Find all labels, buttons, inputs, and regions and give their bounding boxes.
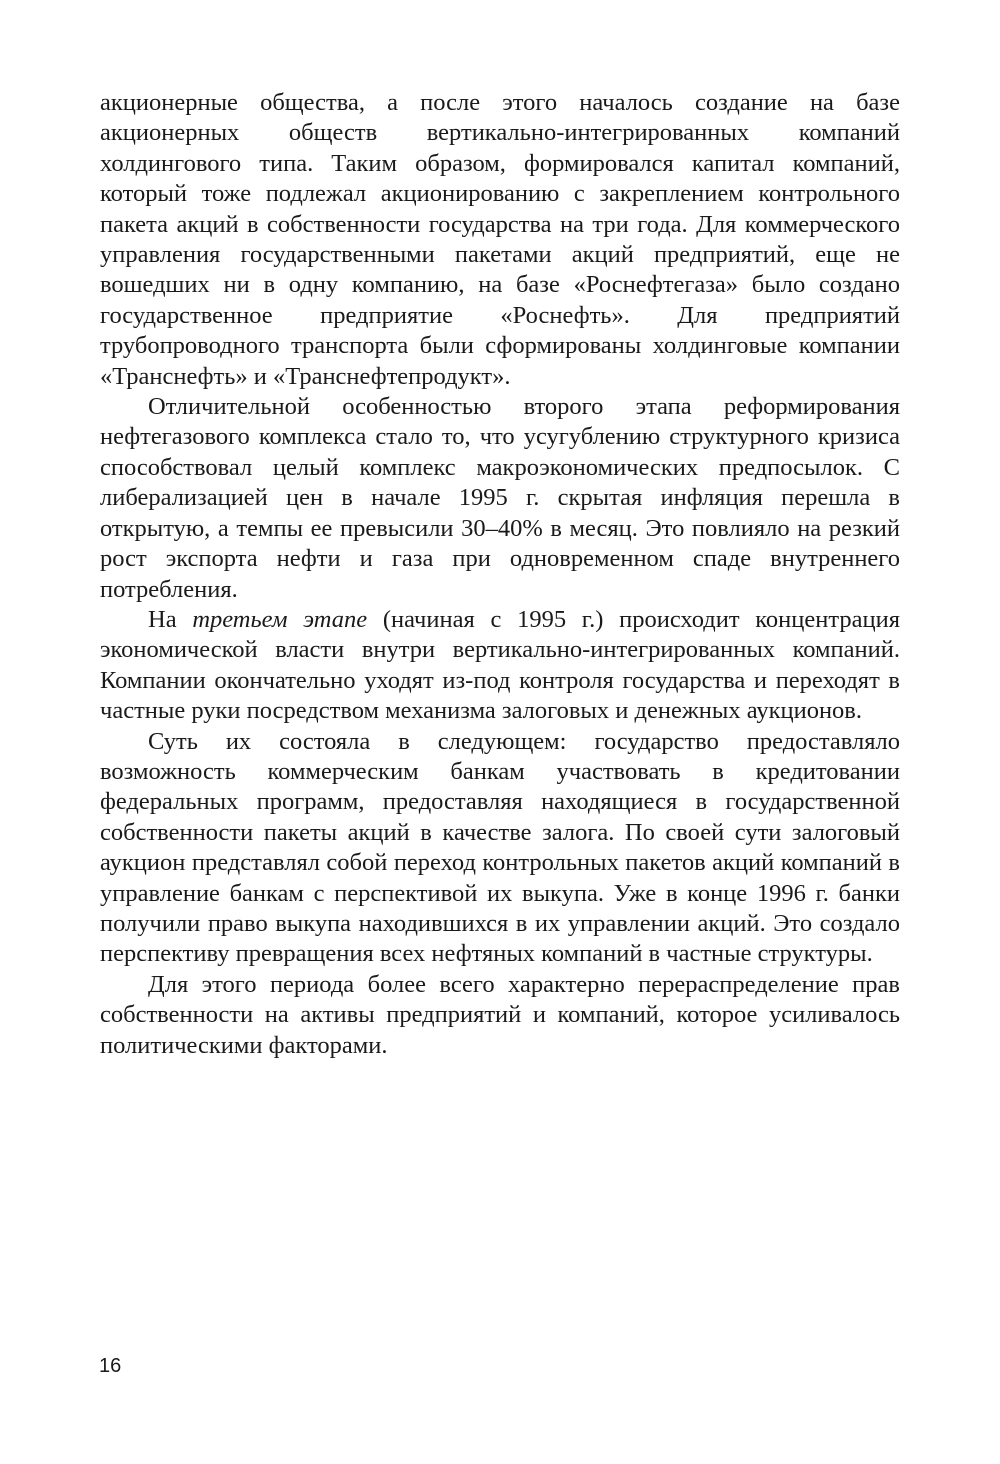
paragraph-auctions: Суть их состояла в следующем: государство предоставляло возможность коммерческим банкам участвовать в кредитовании федеральных программ, предоставляя находящиеся в государственной собственности пакеты акций в качестве залога. По своей сути залоговый аукцион представлял собой переход контрольных пакетов акций компаний в управление банкам с перспективой их выкупа. Уже в конце 1996 г. банки получили право выкупа находившихся в их управлении акций. Это создало перспективу превращения всех нефтяных компаний в частные структуры. [100, 727, 900, 968]
paragraph-second-stage: Отличительной особенностью второго этапа реформирования нефтегазового комплекса стало то, что усугублению структурного кризиса способствовал целый комплекс макроэкономических предпосылок. С либерализацией цен в начале 1995 г. скрытая инфляция перешла в открытую, а темпы ее превысили 30–40% в месяц. Это повлияло на резкий рост экспорта нефти и газа при одновременном спаде внутреннего потребления. [100, 393, 900, 603]
paragraph-third-stage [100, 605, 900, 727]
paragraph-lead: На [148, 605, 193, 633]
paragraph-body: (начиная с 1995 г.) происходит концентрация экономической власти внутри вертикально-интегрированных компаний. Компании окончательно уходят из-под контроля государства и переходят в частные руки посредством механизма залоговых и денежных аукционов. [100, 605, 900, 725]
body-text [100, 88, 900, 1061]
emphasis-third-stage: третьем этапе [192, 605, 368, 633]
paragraph-continuation: акционерные общества, а после этого началось создание на базе акционерных обществ вертикально-интегрированных компаний холдингового типа. Таким образом, формировался капитал компаний, который тоже подлежал акционированию с закреплением контрольного пакета акций в собственности государства на три года. Для коммерческого управления государственными пакетами акций предприятий, еще не вошедших ни в одну компанию, на базе «Роснефтегаза» было создано государственное предприятие «Роснефть». Для предприятий трубопроводного транспорта были сформированы холдинговые компании «Транснефть» и «Транснефтепродукт». [100, 89, 900, 390]
paragraph-redistribution: Для этого периода более всего характерно перераспределение прав собственности на активы предприятий и компаний, которое усиливалось политическими факторами. [100, 970, 900, 1059]
page-number: 16 [99, 1355, 122, 1377]
